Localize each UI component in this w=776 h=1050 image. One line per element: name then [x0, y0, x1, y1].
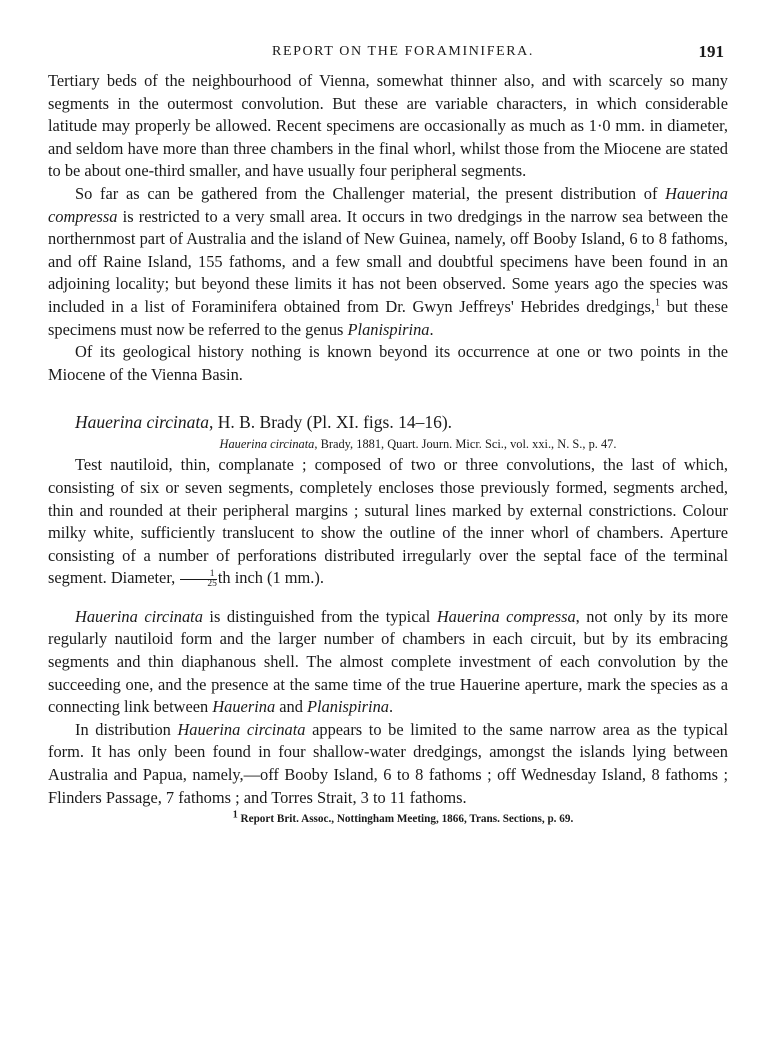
footnote-mark: 1: [232, 809, 238, 821]
paragraph-text: Tertiary beds of the neighbourhood of Vienna, somewhat thinner also, and with scarcely so many segments in the outermost convolution. But these are variable characters, in which considerable latitude may properly be allowed. Recent specimens are occasionally as much as 1·0 mm. in diameter, and seldom have more than three chambers in the final whorl, whilst those from the Miocene are stated to be about one-third smaller, and have usually four peripheral segments.: [48, 71, 728, 181]
reference-taxon: Hauerina circinata: [219, 437, 315, 452]
footnote-marker: 1: [655, 297, 661, 309]
paragraph-text: th inch (1 mm.).: [217, 568, 324, 588]
paragraph-text: appears to be limited to the same narrow area as the typical form. It has only been found in four shallow-water dredgings, amongst the islands lying between Australia and Papua, namely,—off Booby Island, 6 to 8 fathoms ; off Wednesday Island, 8 fathoms ; Flinders Passage, 7 fathoms ; and Torres Strait, 3 to 11 fathoms.: [48, 719, 728, 807]
taxon-name: Planispirina: [307, 697, 389, 717]
paragraph-text: In distribution: [75, 719, 178, 739]
paragraph-range: [48, 719, 728, 809]
paragraph-text: is distinguished from the typical: [202, 606, 437, 626]
paragraph-description: [48, 454, 728, 590]
paragraph-geology: [48, 341, 728, 386]
fraction: [180, 570, 217, 589]
paragraph-text: is restricted to a very small area. It occurs in two dredgings in the narrow sea between the northernmost part of Australia and the island of New Guinea, namely, off Booby Island, 6 to 8 fathoms, and off Raine Island, 155 fathoms, and a few small and doubtful specimens have been found in an adjoining locality; but beyond these limits it has not been observed. Some years ago the species was included in a list of Foraminifera obtained from Dr. Gwyn Jeffreys' Hebrides dredgings,: [48, 206, 728, 316]
footnote-text: Report Brit. Assoc., Nottingham Meeting, 1866, Trans. Sections, p. 69.: [237, 813, 574, 826]
paragraph-text: .: [388, 697, 394, 717]
page-number: 191: [698, 42, 724, 61]
species-name: Hauerina circinata: [75, 412, 209, 433]
footnote: [48, 811, 728, 827]
species-heading: [48, 410, 728, 434]
page: [48, 40, 728, 827]
taxon-name: Hauerina circinata: [177, 719, 306, 739]
paragraph-text: and: [275, 697, 308, 717]
taxon-name: Planispirina: [347, 319, 430, 339]
synonymy-reference: [48, 434, 728, 454]
running-header: [48, 40, 728, 70]
paragraph-text: Test nautiloid, thin, complanate ; composed of two or three convolutions, the last of which, consisting of six or seven segments, completely encloses those previously formed, segments arched, thin and rounded at their peripheral margins ; sutural lines marked by external constrictions. Colour milky white, sufficiently translucent to show the outline of the inner whorl of chambers. Aperture consisting of a number of perforations distributed irregularly over the septal face of the terminal segment. Diameter,: [48, 455, 728, 588]
paragraph-comparison: [48, 606, 728, 719]
taxon-name: Hauerina: [212, 697, 276, 717]
paragraph-text: but these specimens must now be referred to the genus: [48, 296, 728, 339]
fraction-denominator: 25: [207, 579, 217, 590]
paragraph-continuation: [48, 70, 728, 183]
paragraph-text: So far as can be gathered from the Challenger material, the present distribution of: [75, 183, 666, 203]
paragraph-text: .: [429, 319, 434, 339]
reference-citation: , Brady, 1881, Quart. Journ. Micr. Sci., vol. xxi., N. S., p. 47.: [314, 437, 617, 452]
taxon-name: Hauerina circinata: [75, 606, 203, 626]
species-authority: , H. B. Brady (Pl. XI. figs. 14–16).: [208, 412, 453, 433]
running-title: REPORT ON THE FORAMINIFERA.: [272, 44, 534, 59]
paragraph-text: , not only by its more regularly nautiloid form and the larger number of chambers in each circuit, but by its embracing segments and thin diaphanous shell. The almost complete investment of each convolution by the succeeding one, and the presence at the same time of the true Hauerine aperture, mark the species as a connecting link between: [48, 606, 728, 717]
taxon-name: Hauerina compressa: [48, 183, 728, 226]
taxon-name: Hauerina compressa: [436, 606, 576, 626]
fraction-numerator: 1: [180, 570, 217, 580]
paragraph-distribution: [48, 183, 728, 341]
paragraph-text: Of its geological history nothing is known beyond its occurrence at one or two points in the Miocene of the Vienna Basin.: [48, 342, 728, 384]
